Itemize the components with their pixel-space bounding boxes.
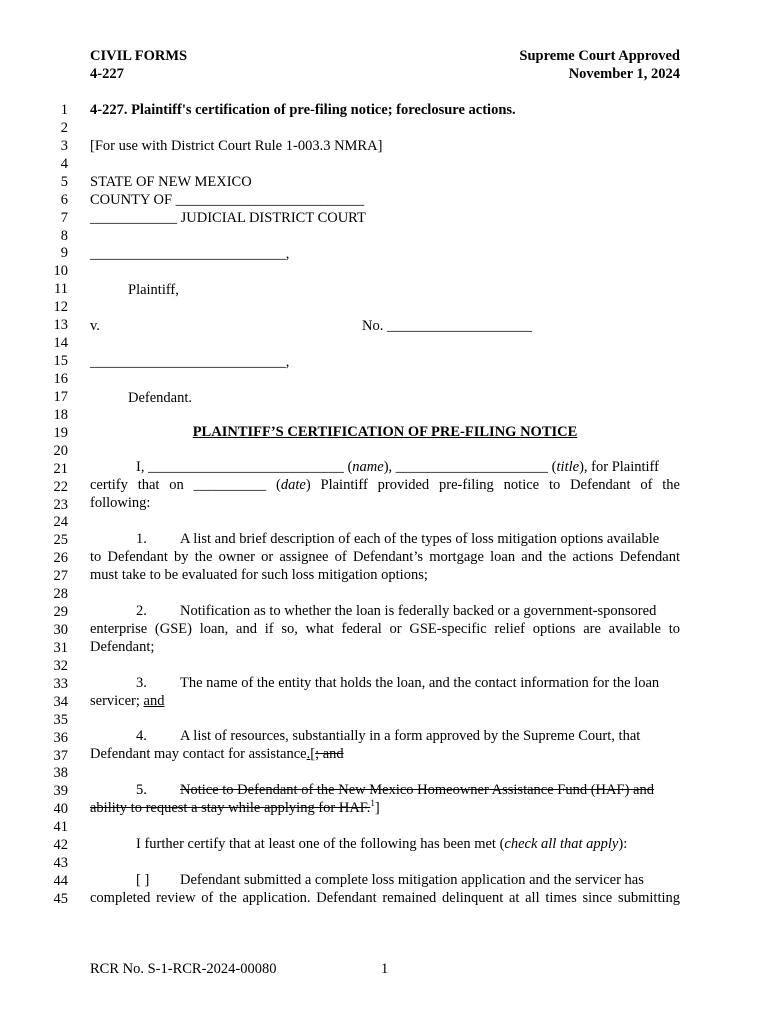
form-header-right — [519, 47, 680, 83]
line-number: 5 — [60, 173, 68, 190]
line-number: 25 — [53, 532, 68, 549]
further-certify-line: I further certify that at least one of the following has been met (check all that apply): — [136, 836, 628, 852]
line-number: 20 — [53, 442, 68, 459]
item-1-line-1: 1. A list and brief description of each of the types of loss mitigation options available — [136, 531, 660, 547]
page-number: 1 — [381, 961, 389, 977]
line-number: 29 — [53, 604, 68, 620]
line-number: 45 — [53, 890, 68, 907]
defendant-name-blank: ___________________________, — [90, 354, 290, 370]
line-number: 13 — [53, 317, 68, 334]
line-number: 10 — [53, 263, 68, 280]
line-number: 31 — [53, 639, 68, 656]
line-number: 2 — [60, 119, 68, 136]
certification-line-3: following: — [90, 495, 151, 511]
county-line: COUNTY OF __________________________ — [90, 192, 365, 208]
item-5-line-1-struck: 5. Notice to Defendant of the New Mexico Homeowner Assistance Fund (HAF) and — [136, 782, 654, 798]
line-number: 37 — [53, 747, 68, 764]
item-5-line-2: ability to request a stay while applying for HAF.$^1$] — [90, 798, 380, 816]
plaintiff-label: Plaintiff, — [128, 282, 179, 298]
rcr-number: RCR No. S-1-RCR-2024-00080 — [90, 961, 277, 977]
line-number: 39 — [53, 783, 68, 800]
line-number: 1 — [60, 102, 68, 118]
line-number: 21 — [53, 460, 68, 477]
form-header-left — [90, 47, 187, 83]
line-number: 42 — [53, 837, 68, 854]
line-number: 9 — [60, 245, 68, 262]
defendant-label: Defendant. — [128, 390, 193, 406]
line-number: 27 — [53, 568, 68, 585]
line-number: 26 — [53, 550, 68, 567]
checkbox-option-line-1: [ ] Defendant submitted a complete loss mitigation application and the servicer has — [136, 872, 644, 888]
checkbox-option-line-2: completed review of the application. Defendant remained delinquent at all times since submitting — [90, 890, 680, 906]
certification-line-1: I, ___________________________ (name), _____________________ (title), for Plaintiff — [136, 459, 659, 475]
line-number: 44 — [53, 873, 68, 889]
line-number: 32 — [53, 657, 68, 674]
line-number: 40 — [53, 801, 68, 818]
form-number: 4-227 — [90, 66, 124, 82]
line-number: 3 — [60, 137, 68, 154]
line-number: 30 — [53, 622, 68, 638]
line-number: 16 — [53, 370, 68, 387]
line-number: 12 — [53, 299, 68, 316]
checkbox-brackets[interactable]: [ ] — [136, 872, 150, 888]
certification-heading: PLAINTIFF’S CERTIFICATION OF PRE-FILING NOTICE — [192, 424, 578, 440]
line-number: 11 — [54, 281, 68, 298]
item-2-line-3: Defendant; — [90, 639, 155, 655]
item-4-line-1: 4. A list of resources, substantially in a form approved by the Supreme Court, that — [136, 728, 641, 744]
district-court-line: ____________ JUDICIAL DISTRICT COURT — [90, 210, 366, 226]
case-number-line: No. ____________________ — [362, 318, 532, 334]
line-number: 23 — [53, 496, 68, 513]
approval-date: November 1, 2024 — [568, 66, 680, 82]
line-number: 18 — [53, 406, 68, 423]
item-1-line-3: must take to be evaluated for such loss mitigation options; — [90, 567, 428, 583]
item-3-line-2: servicer; and — [90, 693, 165, 709]
line-number: 17 — [53, 388, 68, 405]
form-title: 4-227. Plaintiff's certification of pre-filing notice; foreclosure actions. — [90, 102, 516, 118]
line-number: 24 — [53, 514, 68, 531]
item-2-line-1: 2. Notification as to whether the loan is federally backed or a government-sponsored — [136, 603, 657, 619]
line-number: 38 — [53, 765, 68, 782]
line-number: 4 — [60, 155, 68, 172]
line-number: 36 — [53, 729, 68, 746]
line-number: 43 — [53, 855, 68, 872]
line-number: 33 — [53, 675, 68, 692]
line-number: 8 — [60, 227, 68, 244]
footnote-marker[interactable]: 1 — [370, 798, 375, 809]
item-2-line-2: enterprise (GSE) loan, and if so, what federal or GSE-specific relief options are available to — [90, 621, 680, 637]
line-number: 22 — [53, 478, 68, 495]
item-1-line-2: to Defendant by the owner or assignee of Defendant’s mortgage loan and the actions Defendant — [90, 549, 680, 565]
line-number: 14 — [53, 335, 68, 352]
rule-reference: [For use with District Court Rule 1-003.3 NMRA] — [90, 138, 383, 154]
item-3-line-1: 3. The name of the entity that holds the loan, and the contact information for the loan — [136, 675, 660, 691]
approval-label: Supreme Court Approved — [519, 48, 680, 64]
certification-line-2: certify that on __________ (date) Plaintiff provided pre-filing notice to Defendant of the — [90, 477, 680, 493]
plaintiff-name-blank: ___________________________, — [90, 246, 290, 262]
line-number: 28 — [53, 586, 68, 603]
line-number: 34 — [53, 693, 68, 710]
state-line: STATE OF NEW MEXICO — [90, 174, 252, 190]
versus-label: v. — [90, 318, 100, 334]
line-number: 41 — [53, 819, 68, 836]
line-number: 15 — [53, 353, 68, 369]
line-number: 19 — [53, 424, 68, 441]
line-number: 35 — [53, 711, 68, 728]
line-number: 6 — [60, 191, 68, 208]
form-category: CIVIL FORMS — [90, 48, 188, 64]
line-number: 7 — [60, 209, 68, 226]
item-4-line-2: Defendant may contact for assistance.[; and — [90, 746, 344, 762]
